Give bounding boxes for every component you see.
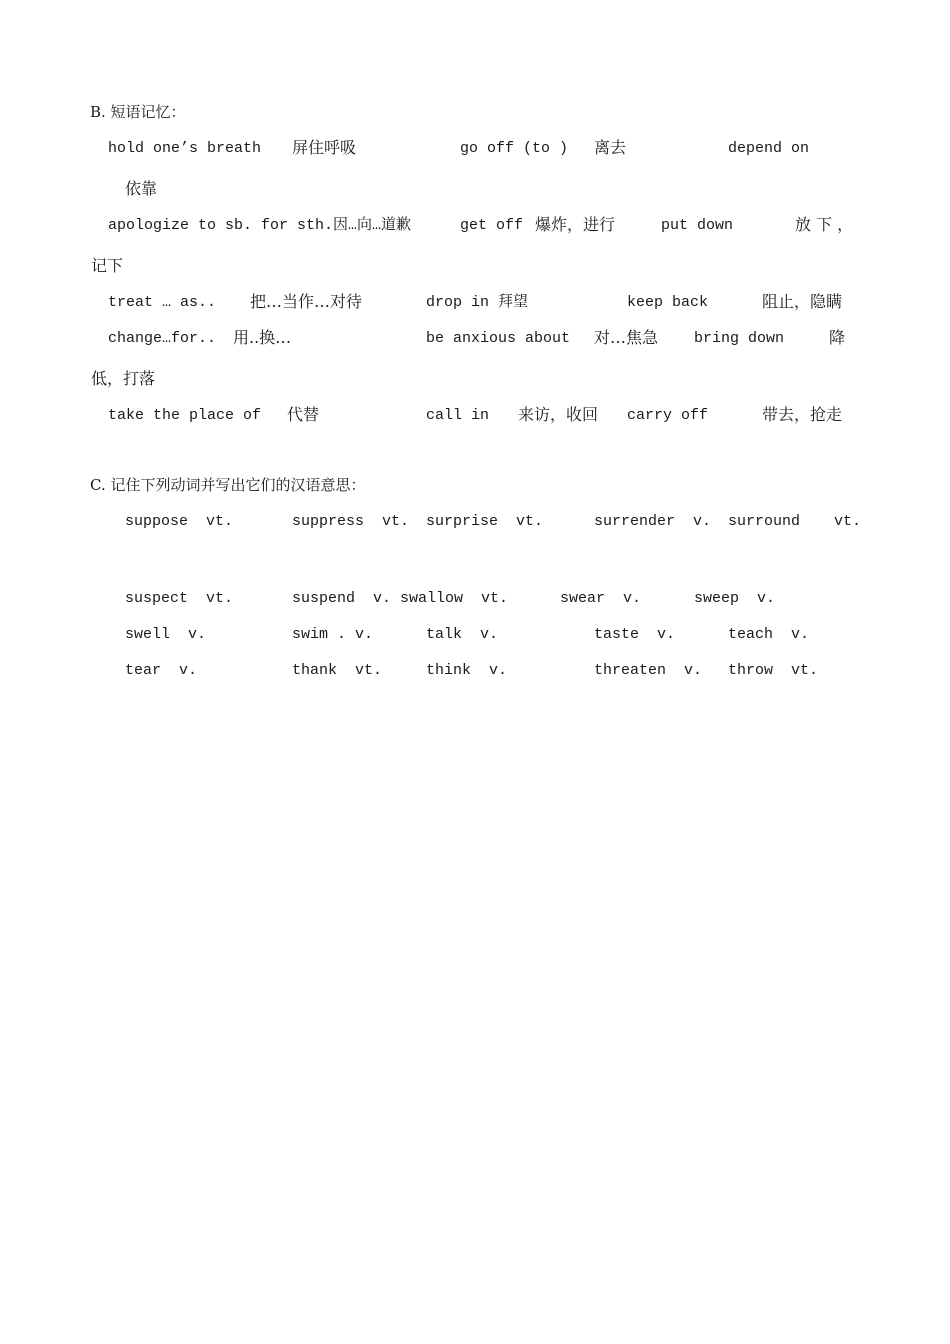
phrase-cn: 低，打落 [91,369,156,388]
verb-item: suspend v. swallow vt. [292,590,509,607]
phrase-en: put down [661,217,734,234]
phrase-en: be anxious about [426,330,571,347]
verb-item: sweep v. [694,590,776,607]
phrase-cn: 屏住呼吸 [292,138,357,157]
verb-item: swell v. [125,626,207,643]
phrase-cn: 记下 [91,256,124,275]
phrase-cn: 阻止，隐瞒 [762,292,843,311]
verb-item: surrender v. [594,513,712,530]
verb-item: talk v. [426,626,499,643]
phrase-cn: 对…焦急 [594,328,659,347]
phrase-en: change…for.. [108,330,217,347]
phrase-en: hold one’s breath [108,140,262,157]
phrase-en: bring down [694,330,785,347]
section-b-heading: B. 短语记忆： [90,103,186,121]
phrase-en: depend on [728,140,810,157]
phrase-cn: 降 [829,328,846,347]
phrase-cn: 代替 [287,405,320,424]
phrase-en: go off (to ) [460,140,569,157]
verb-item: suppress vt. [292,513,410,530]
phrase-en: carry off [627,407,709,424]
verb-item: suppose vt. [125,513,234,530]
phrase-cn: 爆炸，进行 [535,215,616,234]
verb-item: suspect vt. [125,590,234,607]
verb-item: threaten v. [594,662,703,679]
verb-item: surround [728,513,801,530]
section-c-heading: C. 记住下列动词并写出它们的汉语意思： [90,476,366,494]
verb-item: thank vt. [292,662,383,679]
verb-item: tear v. [125,662,198,679]
verb-item: swim . v. [292,626,374,643]
verb-item: swear v. [560,590,642,607]
phrase-cn: 把…当作…对待 [250,292,363,311]
phrase-en: get off [460,217,524,234]
verb-item: vt. [834,513,862,530]
phrase-en: apologize to sb. for sth.因…向…道歉 [108,217,412,234]
verb-item: throw vt. [728,662,819,679]
phrase-cn: 离去 [594,138,627,157]
phrase-cn: 放 下 ， [795,215,854,234]
phrase-en: drop in 拜望 [426,294,529,311]
phrase-en: keep back [627,294,709,311]
verb-item: surprise vt. [426,513,544,530]
phrase-en: call in [426,407,490,424]
phrase-cn: 带去，抢走 [762,405,843,424]
verb-item: think v. [426,662,508,679]
phrase-en: treat … as.. [108,294,217,311]
phrase-cn: 依靠 [125,179,158,198]
phrase-cn: 来访，收回 [518,405,599,424]
verb-item: taste v. [594,626,676,643]
verb-item: teach v. [728,626,810,643]
phrase-en: take the place of [108,407,262,424]
phrase-cn: 用..换… [233,328,292,347]
